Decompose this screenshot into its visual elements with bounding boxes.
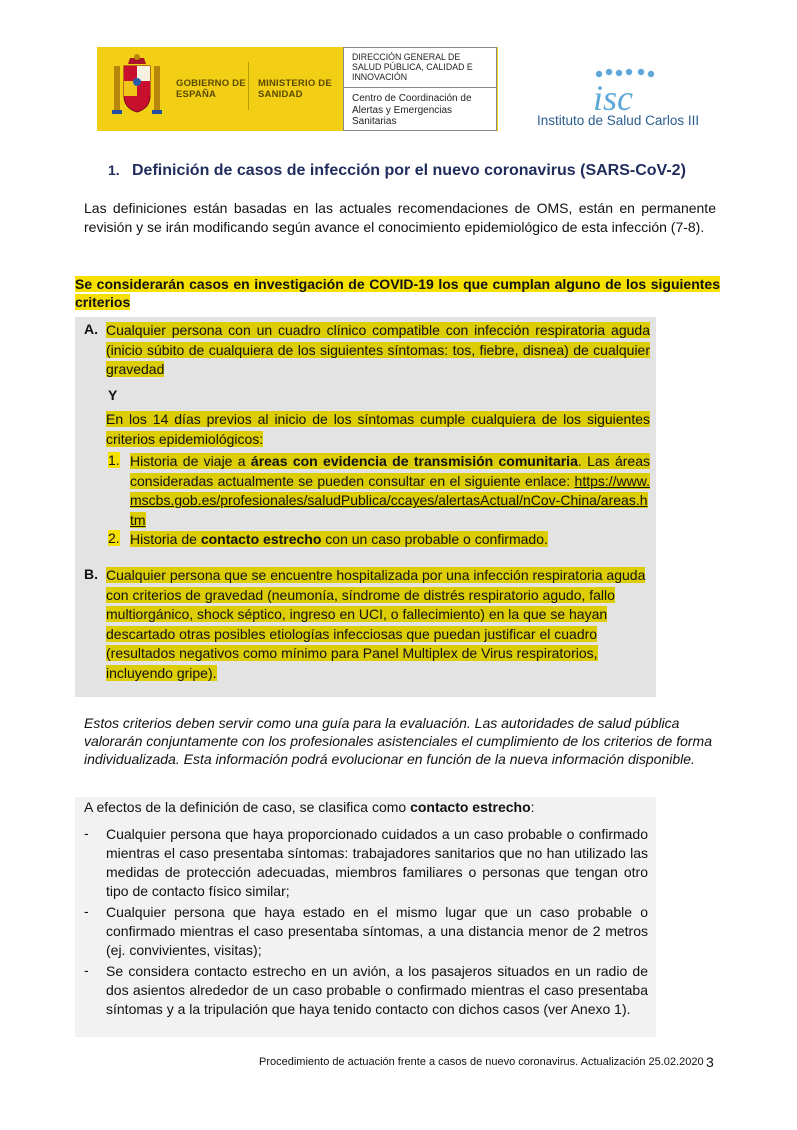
directorate-box — [343, 47, 497, 131]
close-contact-term: contacto estrecho — [410, 799, 531, 815]
isc-logo-letters: isc — [593, 78, 633, 116]
sub-criterion-2-post: con un caso probable o confirmado. — [321, 531, 548, 547]
sub-criterion-1-pre: Historia de viaje a — [130, 453, 251, 469]
header-divider — [248, 62, 249, 110]
section-heading — [108, 162, 686, 180]
directorate-divider — [344, 87, 496, 88]
criterion-b-letter: B. — [84, 566, 98, 582]
criterion-a-clinical: Cualquier persona con un cuadro clínico compatible con infección respiratoria aguda (inicio súbito de cualquiera de los siguientes síntomas: tos, fiebre, disnea) de cualquier gravedad — [106, 322, 650, 378]
sub-criterion-1-post: . Las áreas consideradas actualmente se pueden consultar en el siguiente enlace: — [130, 453, 650, 489]
directorate-name: DIRECCIÓN GENERAL DE SALUD PÚBLICA, CALIDAD E INNOVACIÓN — [352, 52, 473, 82]
criterion-a-epi-text: En los 14 días previos al inicio de los síntomas cumple cualquiera de los siguientes criterios epidemiológicos: — [106, 411, 650, 447]
sub-criterion-2 — [130, 530, 670, 550]
criterion-a-epi — [106, 410, 650, 449]
list-item: Cualquier persona que haya estado en el mismo lugar que un caso probable o confirmado mientras el caso presentaba síntomas, a una distancia menor de 2 metros (ej. convivientes, visitas); — [106, 904, 648, 958]
list-item: Se considera contacto estrecho en un avión, a los pasajeros situados en un radio de dos asientos alrededor de un caso probable o confirmado mientras el caso presentaba síntomas y a la tripulación que haya tenido contacto con dichos casos (ver Anexo 1). — [106, 963, 648, 1017]
and-label: Y — [108, 387, 118, 403]
close-contact-intro: A efectos de la definición de caso, se clasifica como contacto estrecho: — [84, 799, 535, 815]
criterion-a-text — [106, 321, 650, 380]
intro-paragraph: Las definiciones están basadas en las actuales recomendaciones de OMS, están en permanente revisión y se irán modificando según avance el conocimiento epidemiológico de esta infección (7-8). — [84, 200, 716, 235]
criteria-heading — [75, 275, 720, 311]
list-item: Cualquier persona que haya proporcionado cuidados a un caso probable o confirmado mientras el caso presentaba síntomas: trabajadores sanitarios que no han utilizado las medidas de protección adecuadas, miembros familiares o personas que tengan otro tipo de contacto físico similar; — [106, 826, 648, 899]
sub-criterion-2-number: 2. — [108, 530, 120, 546]
sub-criterion-2-bold: contacto estrecho — [200, 531, 322, 547]
criterion-b-body: Cualquier persona que se encuentre hospitalizada por una infección respiratoria aguda con criterios de gravedad (neumonía, síndrome de distrés respiratorio agudo, fallo multiorgánico, shock séptico, ingreso en UCI, o fallecimiento) en la que se hayan descartado otras posibles etiologías infecciosas que puedan justificar el cuadro (resultados negativos como mínimo para Panel Multiplex de Virus respiratorios, incluyendo gripe). — [106, 567, 646, 681]
ministry-name: MINISTERIO DE SANIDAD — [258, 78, 332, 100]
page-number: 3 — [706, 1054, 714, 1070]
footer-text: Procedimiento de actuación frente a casos de nuevo coronavirus. Actualización 25.02.2020 — [259, 1056, 704, 1068]
coat-of-arms-icon — [108, 52, 166, 124]
section-number: 1. — [108, 162, 120, 178]
guidance-note: Estos criterios deben servir como una guía para la evaluación. Las autoridades de salud pública valorarán conjuntamente con los profesionales asistenciales el cumplimiento de los criterios de forma individualizada. Esta información podrá evolucionar en función de la nueva información disponible. — [84, 715, 712, 767]
criterion-b-text — [106, 566, 651, 684]
list-bullet: - — [84, 903, 89, 919]
section-title: Definición de casos de infección por el nuevo coronavirus (SARS-CoV-2) — [132, 162, 686, 179]
areas-link[interactable]: https://www.mscbs.gob.es/profesionales/saludPublica/ccayes/alertasActual/nCov-China/areas.htm — [130, 472, 650, 528]
sub-criterion-2-pre: Historia de — [130, 531, 201, 547]
criteria-heading-text: Se considerarán casos en investigación de COVID-19 los que cumplan alguno de los siguientes criterios — [75, 276, 720, 310]
institute-name: Instituto de Salud Carlos III — [537, 113, 700, 128]
list-bullet: - — [84, 825, 89, 841]
sub-criterion-1 — [130, 452, 650, 530]
list-bullet: - — [84, 962, 89, 978]
criterion-a-letter: A. — [84, 321, 98, 337]
government-name: GOBIERNO DE ESPAÑA — [176, 78, 246, 100]
coordination-center-name: Centro de Coordinación de Alertas y Emergencias Sanitarias — [352, 93, 472, 127]
sub-criterion-1-number: 1. — [108, 452, 120, 468]
sub-criterion-1-bold: áreas con evidencia de transmisión comunitaria — [250, 453, 578, 469]
isc-logo-icon — [585, 68, 665, 116]
